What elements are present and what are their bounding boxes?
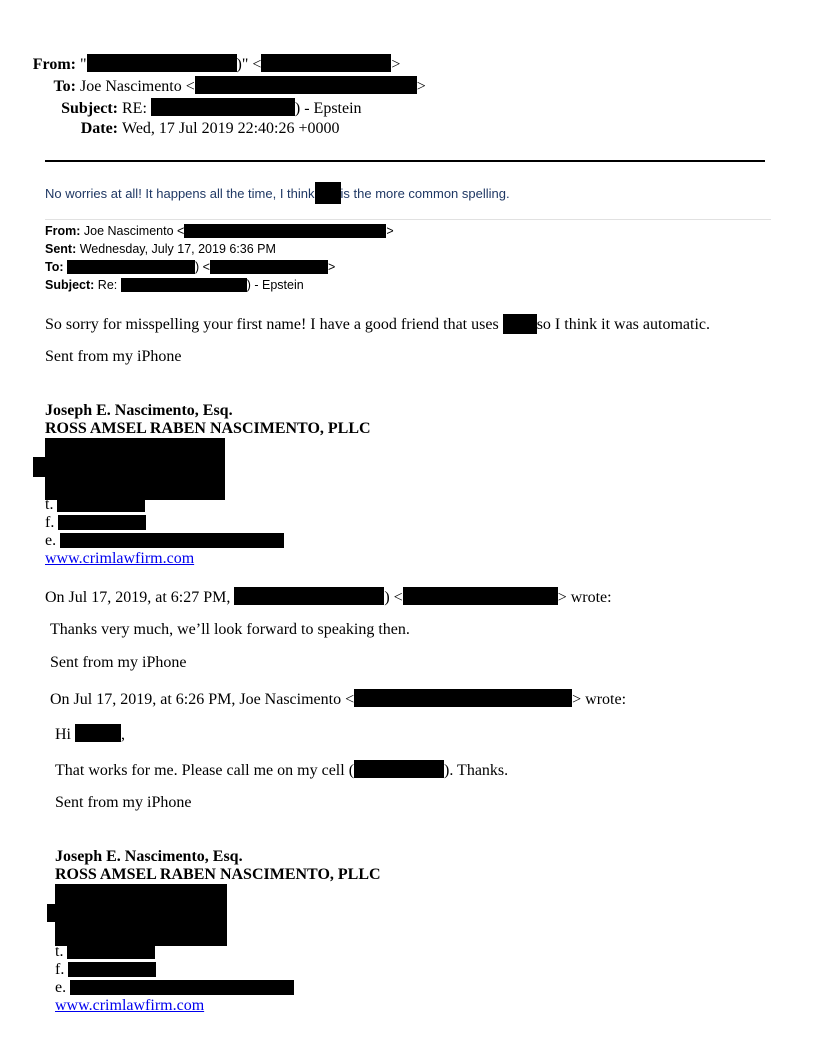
signature-fax: f. <box>55 961 156 979</box>
signature-phone: t. <box>55 943 155 961</box>
signature-email: e. <box>55 979 294 997</box>
redaction <box>68 962 156 977</box>
redaction <box>67 260 195 274</box>
quote-body: Thanks very much, we’ll look forward to speaking then. <box>50 621 410 638</box>
signature-firm: ROSS AMSEL RABEN NASCIMENTO, PLLC <box>45 420 371 437</box>
fwd-to: To: ) < > <box>45 260 336 274</box>
redaction-block <box>55 884 227 946</box>
website-link-wrap <box>45 550 194 568</box>
quote-intro: On Jul 17, 2019, at 6:27 PM, ) < > wrote: <box>45 589 612 606</box>
header-date: Date: Wed, 17 Jul 2019 22:40:26 +0000 <box>0 120 340 138</box>
signature-phone: t. <box>45 496 145 514</box>
redaction <box>60 533 284 548</box>
sent-from-iphone: Sent from my iPhone <box>55 794 192 811</box>
redaction <box>57 497 145 512</box>
redaction <box>87 54 237 72</box>
redaction <box>354 760 444 778</box>
redaction <box>151 98 295 116</box>
signature-name: Joseph E. Nascimento, Esq. <box>45 402 233 419</box>
sent-from-iphone: Sent from my iPhone <box>50 654 187 671</box>
website-link-wrap <box>55 997 204 1015</box>
redaction <box>261 54 391 72</box>
fwd-from: From: Joe Nascimento < > <box>45 224 394 238</box>
header-date-label: Date: <box>80 120 118 137</box>
redaction <box>67 944 155 959</box>
header-from-label: From: <box>32 56 76 73</box>
redaction-block <box>45 438 225 500</box>
redaction <box>58 515 146 530</box>
message-body: So sorry for misspelling your first name! I have a good friend that uses so I think it was automatic. <box>45 316 710 333</box>
redaction <box>234 587 384 605</box>
sent-from-iphone: Sent from my iPhone <box>45 348 182 365</box>
redaction <box>503 314 537 334</box>
reply-text: No worries at all! It happens all the time, I think is the more common spelling. <box>45 182 510 204</box>
redaction <box>184 224 386 238</box>
redaction <box>75 724 121 742</box>
redaction <box>354 689 572 707</box>
fwd-subject: Subject: Re: ) - Epstein <box>45 278 304 292</box>
redaction-block <box>47 904 57 922</box>
signature-firm: ROSS AMSEL RABEN NASCIMENTO, PLLC <box>55 866 381 883</box>
header-subject-label: Subject: <box>61 100 118 117</box>
quote-intro: On Jul 17, 2019, at 6:26 PM, Joe Nascimento < > wrote: <box>50 691 627 708</box>
fwd-sent: Sent: Wednesday, July 17, 2019 6:36 PM <box>45 242 276 256</box>
header-from: From: " )" < > <box>0 54 400 74</box>
header-to-label: To: <box>53 78 76 95</box>
redaction <box>70 980 294 995</box>
quote-greeting: Hi , <box>55 726 125 743</box>
redaction <box>195 76 417 94</box>
quote-body: That works for me. Please call me on my cell ( ). Thanks. <box>55 762 509 779</box>
header-to: To: Joe Nascimento < > <box>19 76 426 96</box>
header-divider <box>45 160 765 162</box>
signature-name: Joseph E. Nascimento, Esq. <box>55 848 243 865</box>
signature-fax: f. <box>45 514 146 532</box>
redaction <box>121 278 247 292</box>
redaction <box>315 182 341 204</box>
header-subject: Subject: RE: ) - Epstein <box>0 98 362 118</box>
separator-line <box>45 219 771 220</box>
signature-email: e. <box>45 532 284 550</box>
redaction <box>210 260 328 274</box>
redaction-block <box>33 457 47 477</box>
redaction <box>403 587 558 605</box>
website-link[interactable]: www.crimlawfirm.com <box>45 550 195 567</box>
website-link[interactable]: www.crimlawfirm.com <box>55 997 205 1014</box>
